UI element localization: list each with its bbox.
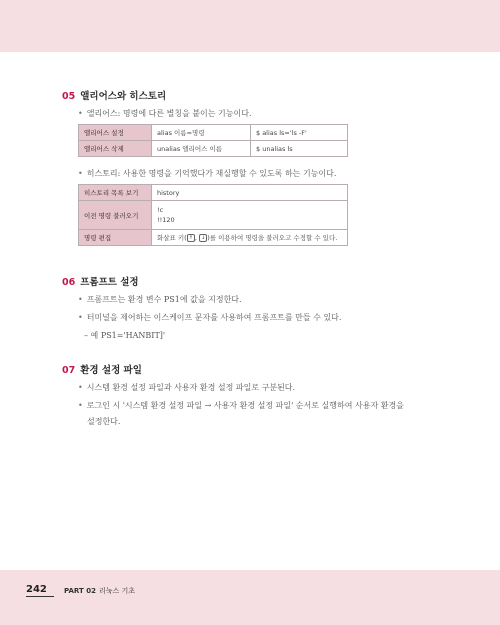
table-cell: $ unalias ls <box>251 141 348 157</box>
part-label: PART 02 <box>64 587 96 595</box>
table-row <box>79 201 348 230</box>
bullet-escape: • 터미널을 제어하는 이스케이프 문자를 사용하여 프롬프트를 만들 수 있다. <box>78 312 341 323</box>
table-row <box>79 125 348 141</box>
section-number: 05 <box>62 91 76 102</box>
alias-table <box>78 124 348 157</box>
up-arrow-key: ↑ <box>188 235 193 241</box>
bullet-ps1: • 프롬프트는 환경 변수 PS1에 값을 지정한다. <box>78 294 242 305</box>
footer-part <box>64 586 135 596</box>
bullet-alias: • 앨리어스: 명령에 다른 별칭을 붙이는 기능이다. <box>78 108 252 119</box>
section-number: 07 <box>62 365 76 376</box>
table-row <box>79 141 348 157</box>
section-heading-07 <box>62 362 142 376</box>
history-bang-c: !c <box>157 206 164 214</box>
part-title: 리눅스 기초 <box>98 587 135 595</box>
footer-divider <box>26 596 54 597</box>
history-table <box>78 184 348 246</box>
section-title: 환경 설정 파일 <box>80 365 142 376</box>
section-heading-06 <box>62 274 139 288</box>
edit-text: 화살표 키( <box>157 234 187 242</box>
section-title: 프롬프트 설정 <box>80 277 139 288</box>
bullet-history: • 히스토리: 사용한 명령을 기억했다가 재실행할 수 있도록 하는 기능이다. <box>78 168 336 179</box>
table-label: 앨리어스 삭제 <box>79 141 152 157</box>
table-cell <box>152 201 348 230</box>
table-cell: unalias 앨리어스 이름 <box>152 141 251 157</box>
section-title: 앨리어스와 히스토리 <box>80 91 167 102</box>
table-cell: alias 이름=명령 <box>152 125 251 141</box>
table-label: 앨리어스 설정 <box>79 125 152 141</box>
bullet-continuation: 설정한다. <box>87 417 121 426</box>
table-row <box>79 230 348 246</box>
table-row <box>79 185 348 201</box>
table-cell: $ alias ls='ls -F' <box>251 125 348 141</box>
table-cell <box>152 230 348 246</box>
down-arrow-key: ↓ <box>201 235 206 241</box>
section-heading-05 <box>62 88 166 102</box>
edit-text: )를 이용하여 명령을 불러오고 수정할 수 있다. <box>207 234 338 242</box>
table-cell: history <box>152 185 348 201</box>
footer-band <box>0 570 500 625</box>
bullet-login-order: • 로그인 시 '시스템 환경 설정 파일 → 사용자 환경 설정 파일' 순서로 실행하여 사용자 환경을 <box>78 400 404 411</box>
table-label: 히스토리 목록 보기 <box>79 185 152 201</box>
section-number: 06 <box>62 277 76 288</box>
history-bang-120: !!120 <box>157 216 175 224</box>
page-number: 242 <box>26 584 47 595</box>
ps1-example: – 예 PS1='HANBIT]' <box>84 331 166 340</box>
table-label: 명령 편집 <box>79 230 152 246</box>
table-label: 이전 명령 불러오기 <box>79 201 152 230</box>
edit-text: , <box>194 234 200 242</box>
header-band <box>0 0 500 52</box>
bullet-env-files: • 시스템 환경 설정 파일과 사용자 환경 설정 파일로 구분된다. <box>78 382 295 393</box>
